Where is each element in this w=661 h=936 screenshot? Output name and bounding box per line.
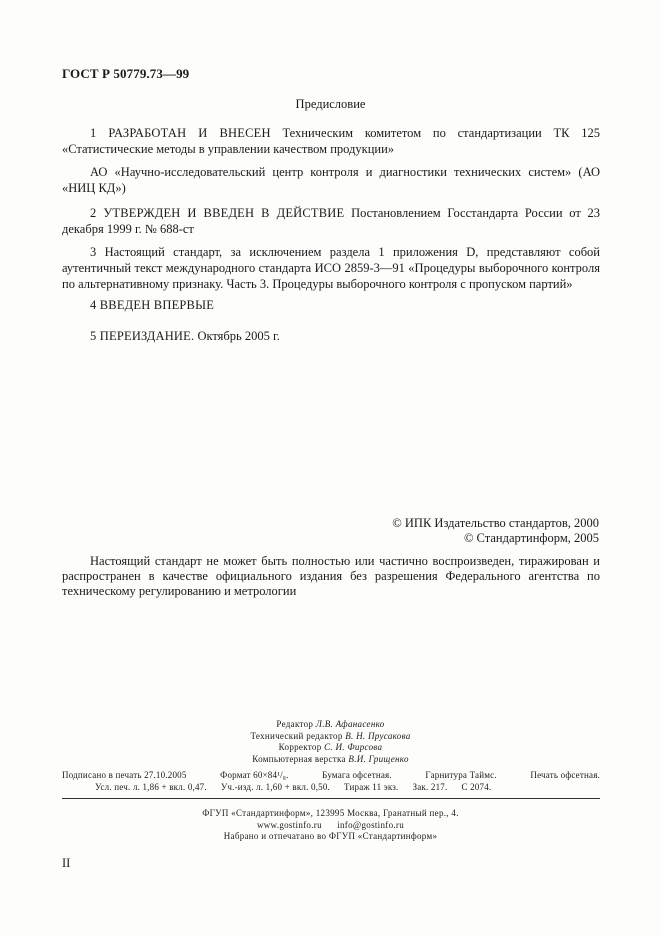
publisher-contacts bbox=[0, 820, 661, 832]
standard-code: ГОСТ Р 50779.73—99 bbox=[62, 66, 190, 81]
imprint-printing: Печать офсетная. bbox=[530, 770, 600, 780]
staff-layout bbox=[0, 754, 661, 766]
copyright-line-2: © Стандартинформ, 2005 bbox=[463, 531, 599, 545]
publisher-address: ФГУП «Стандартинформ», 123995 Москва, Гранатный пер., 4. bbox=[202, 808, 459, 818]
reproduction-notice: Настоящий стандарт не может быть полностью или частично воспроизведен, тиражирован и распространен в качестве официального издания без разрешения Федерального агентства по техническому регулированию и метрологии bbox=[62, 554, 600, 598]
preface-item-2-text: Постановлением Госстандарта России от 23 декабря 1999 г. № 688-ст bbox=[62, 206, 600, 236]
imprint-sheets-printed: Усл. печ. л. 1,86 + вкл. 0,47. bbox=[95, 781, 207, 792]
preface-item-1 bbox=[62, 125, 600, 157]
publisher-email[interactable]: info@gostinfo.ru bbox=[337, 819, 405, 830]
imprint-format: Формат 60×84¹/₈. bbox=[220, 770, 289, 780]
staff-proofreader-label: Корректор bbox=[278, 742, 322, 752]
imprint-sheets-publ: Уч.-изд. л. 1,60 + вкл. 0,50. bbox=[220, 781, 330, 792]
staff-tech-editor bbox=[0, 731, 661, 743]
preface-item-1-lead: 1 РАЗРАБОТАН И ВНЕСЕН bbox=[90, 126, 271, 140]
copyright-block bbox=[392, 516, 599, 546]
imprint-row-1 bbox=[62, 770, 600, 782]
preface-item-2-lead: 2 УТВЕРЖДЕН И ВВЕДЕН В ДЕЙСТВИЕ bbox=[90, 206, 345, 220]
staff-editor-name: Л.В. Афанасенко bbox=[315, 719, 385, 729]
preface-item-1-developer: АО «Научно-исследовательский центр контроля и диагностики технических систем» (АО «НИЦ КД») bbox=[62, 165, 600, 195]
imprint-typeface: Гарнитура Таймс. bbox=[425, 770, 497, 780]
preface-item-5-lead: 5 ПЕРЕИЗДАНИЕ. bbox=[90, 329, 195, 343]
preface-item-4 bbox=[62, 297, 600, 313]
preface-item-5-text: Октябрь 2005 г. bbox=[194, 329, 280, 343]
staff-tech-editor-label: Технический редактор bbox=[250, 730, 343, 741]
staff-layout-label: Компьютерная верстка bbox=[252, 753, 346, 764]
preface-item-2 bbox=[62, 205, 600, 237]
staff-layout-name: В.И. Грищенко bbox=[348, 753, 409, 764]
preface-item-1-text: Техническим комитетом по стандартизации ТК 125 «Статистические методы в управлении качеством продукции» bbox=[62, 126, 600, 156]
imprint-order: Зак. 217. bbox=[412, 781, 448, 792]
imprint-row-2 bbox=[62, 782, 600, 794]
staff-proofreader-name: С. И. Фирсова bbox=[324, 742, 383, 752]
staff-editor-label: Редактор bbox=[276, 719, 314, 729]
staff-proofreader bbox=[0, 742, 661, 754]
imprint-block bbox=[62, 770, 600, 793]
staff-editor bbox=[0, 719, 661, 731]
publisher-block bbox=[0, 808, 661, 843]
copyright-line-1: © ИПК Издательство стандартов, 2000 bbox=[392, 516, 599, 530]
imprint-paper: Бумага офсетная. bbox=[322, 770, 392, 780]
preface-item-3: 3 Настоящий стандарт, за исключением раздела 1 приложения D, представляют собой аутентичный текст международного стандарта ИСО 2859-3—91 «Процедуры выборочного контроля по альтернативному признаку. Часть 3. Процедуры выборочного контроля с пропуском партий» bbox=[62, 245, 600, 291]
imprint-run: Тираж 11 экз. bbox=[344, 781, 399, 792]
publisher-printed-by: Набрано и отпечатано во ФГУП «Стандартинформ» bbox=[223, 831, 438, 841]
divider bbox=[62, 798, 600, 799]
imprint-code: С 2074. bbox=[461, 781, 492, 792]
preface-item-4-lead: 4 ВВЕДЕН ВПЕРВЫЕ bbox=[90, 298, 215, 312]
staff-tech-editor-name: В. Н. Прусакова bbox=[345, 730, 411, 741]
preface-title: Предисловие bbox=[295, 97, 366, 111]
page-number: II bbox=[62, 856, 71, 870]
editorial-staff bbox=[0, 719, 661, 765]
publisher-web[interactable]: www.gostinfo.ru bbox=[256, 819, 322, 830]
preface-item-5 bbox=[62, 328, 600, 344]
imprint-signed: Подписано в печать 27.10.2005 bbox=[62, 770, 187, 780]
